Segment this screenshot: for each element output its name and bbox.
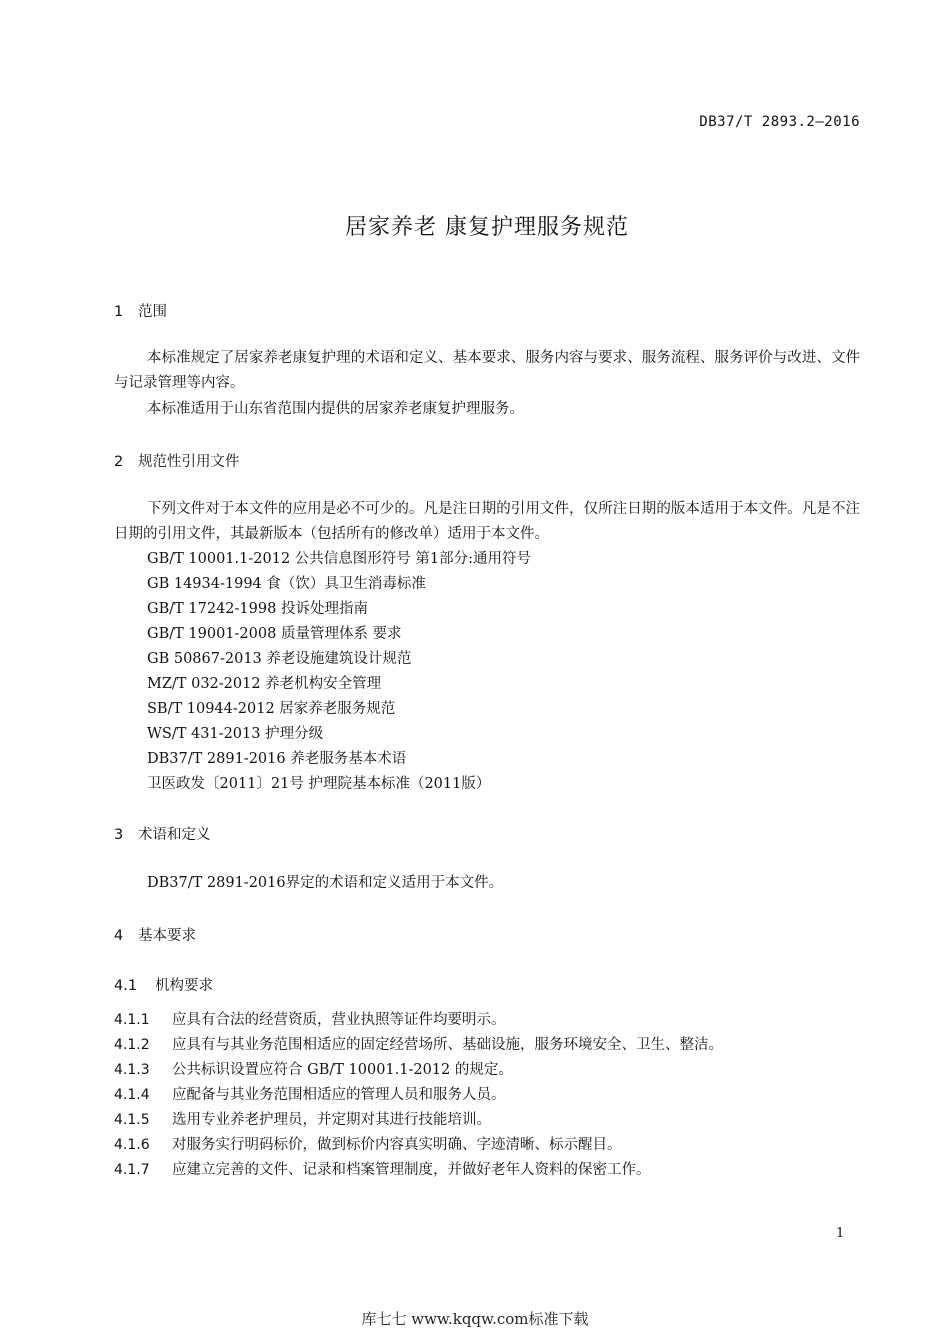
- section-number: 4: [114, 928, 124, 944]
- requirement-text: 选用专业养老护理员，并定期对其进行技能培训。: [172, 1112, 491, 1128]
- section-title: 术语和定义: [138, 827, 211, 843]
- requirement-number: 4.1.6: [114, 1137, 150, 1153]
- section-heading-scope: [114, 300, 167, 321]
- requirement-item: [114, 1033, 723, 1058]
- subsection-heading-org: [114, 974, 213, 995]
- requirement-item: [114, 1158, 723, 1183]
- requirement-text: 公共标识设置应符合 GB/T 10001.1-2012 的规定。: [172, 1062, 513, 1078]
- requirement-text: 对服务实行明码标价，做到标价内容真实明确、字迹清晰、标示醒目。: [172, 1137, 622, 1153]
- requirement-number: 4.1.7: [114, 1162, 150, 1178]
- requirement-text: 应具有合法的经营资质，营业执照等证件均要明示。: [172, 1012, 506, 1028]
- normative-refs-intro: 下列文件对于本文件的应用是必不可少的。凡是注日期的引用文件，仅所注日期的版本适用于本文件。凡是不注日期的引用文件，其最新版本（包括所有的修改单）适用于本文件。: [114, 501, 860, 542]
- requirement-item: [114, 1108, 723, 1133]
- requirement-item: [114, 1133, 723, 1158]
- reference-item: GB/T 17242-1998 投诉处理指南: [147, 601, 368, 617]
- requirement-text: 应具有与其业务范围相适应的固定经营场所、基础设施，服务环境安全、卫生、整洁。: [172, 1037, 723, 1053]
- subsection-number: 4.1: [114, 978, 138, 994]
- reference-item: GB/T 10001.1-2012 公共信息图形符号 第1部分:通用符号: [147, 551, 531, 567]
- page-number: 1: [836, 1226, 845, 1241]
- requirement-number: 4.1.3: [114, 1062, 150, 1078]
- footer-watermark: 库七七 www.kqqw.com标准下载: [361, 1310, 589, 1328]
- doc-title: 居家养老 康复护理服务规范: [345, 215, 629, 240]
- requirement-number: 4.1.4: [114, 1087, 150, 1103]
- section-number: 2: [114, 454, 124, 470]
- requirement-number: 4.1.1: [114, 1012, 150, 1028]
- reference-list: [147, 547, 531, 797]
- reference-item: GB 50867-2013 养老设施建筑设计规范: [147, 651, 412, 667]
- reference-item: MZ/T 032-2012 养老机构安全管理: [147, 676, 382, 692]
- reference-item: SB/T 10944-2012 居家养老服务规范: [147, 701, 396, 717]
- section-number: 1: [114, 304, 124, 320]
- terms-text: DB37/T 2891-2016界定的术语和定义适用于本文件。: [147, 875, 504, 891]
- reference-item: WS/T 431-2013 护理分级: [147, 726, 324, 742]
- requirement-item: [114, 1008, 723, 1033]
- reference-item: GB/T 19001-2008 质量管理体系 要求: [147, 626, 402, 642]
- doc-code: DB37/T 2893.2—2016: [699, 114, 860, 130]
- requirement-item: [114, 1083, 723, 1108]
- section-number: 3: [114, 827, 124, 843]
- subsection-title: 机构要求: [155, 978, 213, 994]
- section-heading-basic: [114, 924, 196, 945]
- requirement-list: [114, 1008, 723, 1183]
- requirement-item: [114, 1058, 723, 1083]
- section-title: 基本要求: [138, 928, 196, 944]
- section-title: 范围: [138, 304, 167, 320]
- reference-item: DB37/T 2891-2016 养老服务基本术语: [147, 751, 407, 767]
- requirement-text: 应建立完善的文件、记录和档案管理制度，并做好老年人资料的保密工作。: [172, 1162, 651, 1178]
- section-title: 规范性引用文件: [138, 454, 240, 470]
- reference-item: 卫医政发〔2011〕21号 护理院基本标准（2011版）: [147, 776, 491, 792]
- section-heading-terms: [114, 823, 211, 844]
- reference-item: GB 14934-1994 食（饮）具卫生消毒标准: [147, 576, 426, 592]
- requirement-number: 4.1.5: [114, 1112, 150, 1128]
- requirement-number: 4.1.2: [114, 1037, 150, 1053]
- section-heading-normative-refs: [114, 450, 240, 471]
- requirement-text: 应配备与其业务范围相适应的管理人员和服务人员。: [172, 1087, 506, 1103]
- scope-applicability: 本标准适用于山东省范围内提供的居家养老康复护理服务。: [147, 401, 524, 417]
- scope-paragraph: 本标准规定了居家养老康复护理的术语和定义、基本要求、服务内容与要求、服务流程、服务评价与改进、文件与记录管理等内容。: [114, 350, 860, 391]
